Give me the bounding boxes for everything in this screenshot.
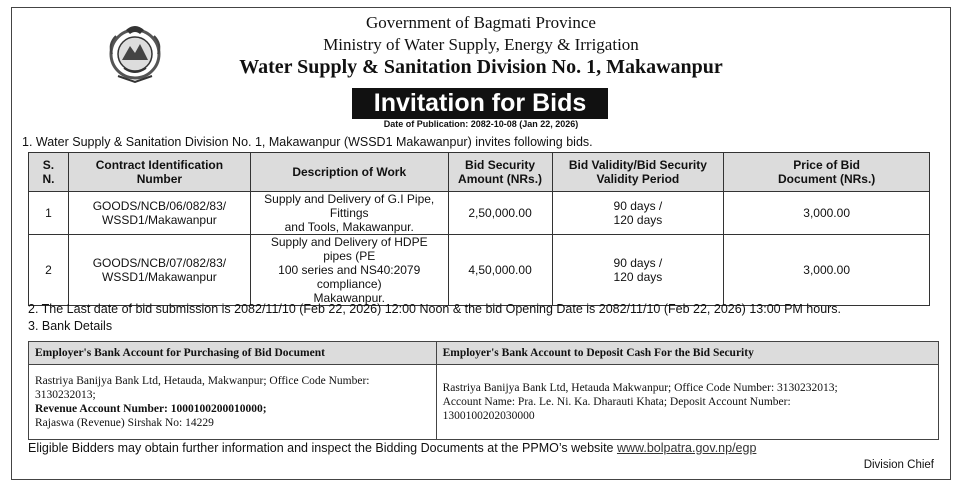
cell-description: Supply and Delivery of HDPE pipes (PE 100 series and NS40:2079 compliance) Makawanpur.	[250, 235, 448, 306]
bank-header-bid-document: Employer's Bank Account for Purchasing of Bid Document	[29, 342, 437, 365]
cell-price: 3,000.00	[724, 192, 930, 235]
bids-header-row	[29, 153, 930, 192]
cell-bid-security: 4,50,000.00	[448, 235, 552, 306]
publication-date: Date of Publication: 2082-10-08 (Jan 22, 2026)	[383, 119, 579, 129]
submission-deadline-paragraph: 2. The Last date of bid submission is 2082/11/10 (Feb 22, 2026) 12:00 Noon & the bid Opening Date is 2082/11/10 (Feb 22, 2026) 13:00 PM hours.	[28, 302, 842, 316]
cell-validity: 90 days / 120 days	[552, 235, 724, 306]
revenue-account-number: Revenue Account Number: 1000100200010000;	[35, 403, 267, 415]
header-validity: Bid Validity/Bid Security Validity Period	[552, 153, 724, 192]
header-sn: S. N.	[29, 153, 69, 192]
bids-table	[28, 152, 930, 306]
bank-details-heading: 3. Bank Details	[28, 319, 113, 333]
header-price: Price of Bid Document (NRs.)	[724, 153, 930, 192]
header-ministry: Ministry of Water Supply, Energy & Irrigation	[323, 35, 639, 54]
cell-price: 3,000.00	[724, 235, 930, 306]
bank-account-bid-security: Rastriya Banijya Bank Ltd, Hetauda Makwanpur; Office Code Number: 3130232013; Account Name: Pra. Le. Ni. Ka. Dharauti Khata; Deposit Account Number: 1300100202030000	[436, 365, 938, 440]
header-description: Description of Work	[250, 153, 448, 192]
header-bid-security: Bid Security Amount (NRs.)	[448, 153, 552, 192]
cell-contract-id: GOODS/NCB/06/082/83/ WSSD1/Makawanpur	[68, 192, 250, 235]
invitation-banner: Invitation for Bids	[352, 88, 608, 119]
bank-header-bid-security: Employer's Bank Account to Deposit Cash For the Bid Security	[436, 342, 938, 365]
header-government: Government of Bagmati Province	[366, 13, 596, 32]
signature-division-chief: Division Chief	[863, 459, 934, 471]
table-row	[29, 192, 930, 235]
bank-account-bid-document: Rastriya Banijya Bank Ltd, Hetauda, Makwanpur; Office Code Number: 3130232013; Revenue Account Number: 1000100200010000; Rajaswa (Revenue) Sirshak No: 14229	[29, 365, 437, 440]
table-row	[29, 235, 930, 306]
cell-validity: 90 days / 120 days	[552, 192, 724, 235]
cell-sn: 2	[29, 235, 69, 306]
bolpatra-website-link[interactable]: www.bolpatra.gov.np/egp	[616, 441, 757, 455]
bank-details-table	[28, 341, 939, 440]
footer-paragraph: Eligible Bidders may obtain further information and inspect the Bidding Documents at the PPMO’s website www.bolpatra.gov.np/egp	[28, 441, 757, 455]
cell-bid-security: 2,50,000.00	[448, 192, 552, 235]
bank-header-row	[29, 342, 939, 365]
cell-contract-id: GOODS/NCB/07/082/83/ WSSD1/Makawanpur	[68, 235, 250, 306]
bank-row	[29, 365, 939, 440]
header-division: Water Supply & Sanitation Division No. 1, Makawanpur	[239, 56, 723, 78]
cell-description: Supply and Delivery of G.I Pipe, Fittings and Tools, Makawanpur.	[250, 192, 448, 235]
header-contract-id: Contract Identification Number	[68, 153, 250, 192]
cell-sn: 1	[29, 192, 69, 235]
intro-paragraph: 1. Water Supply & Sanitation Division No. 1, Makawanpur (WSSD1 Makawanpur) invites following bids.	[22, 135, 593, 149]
